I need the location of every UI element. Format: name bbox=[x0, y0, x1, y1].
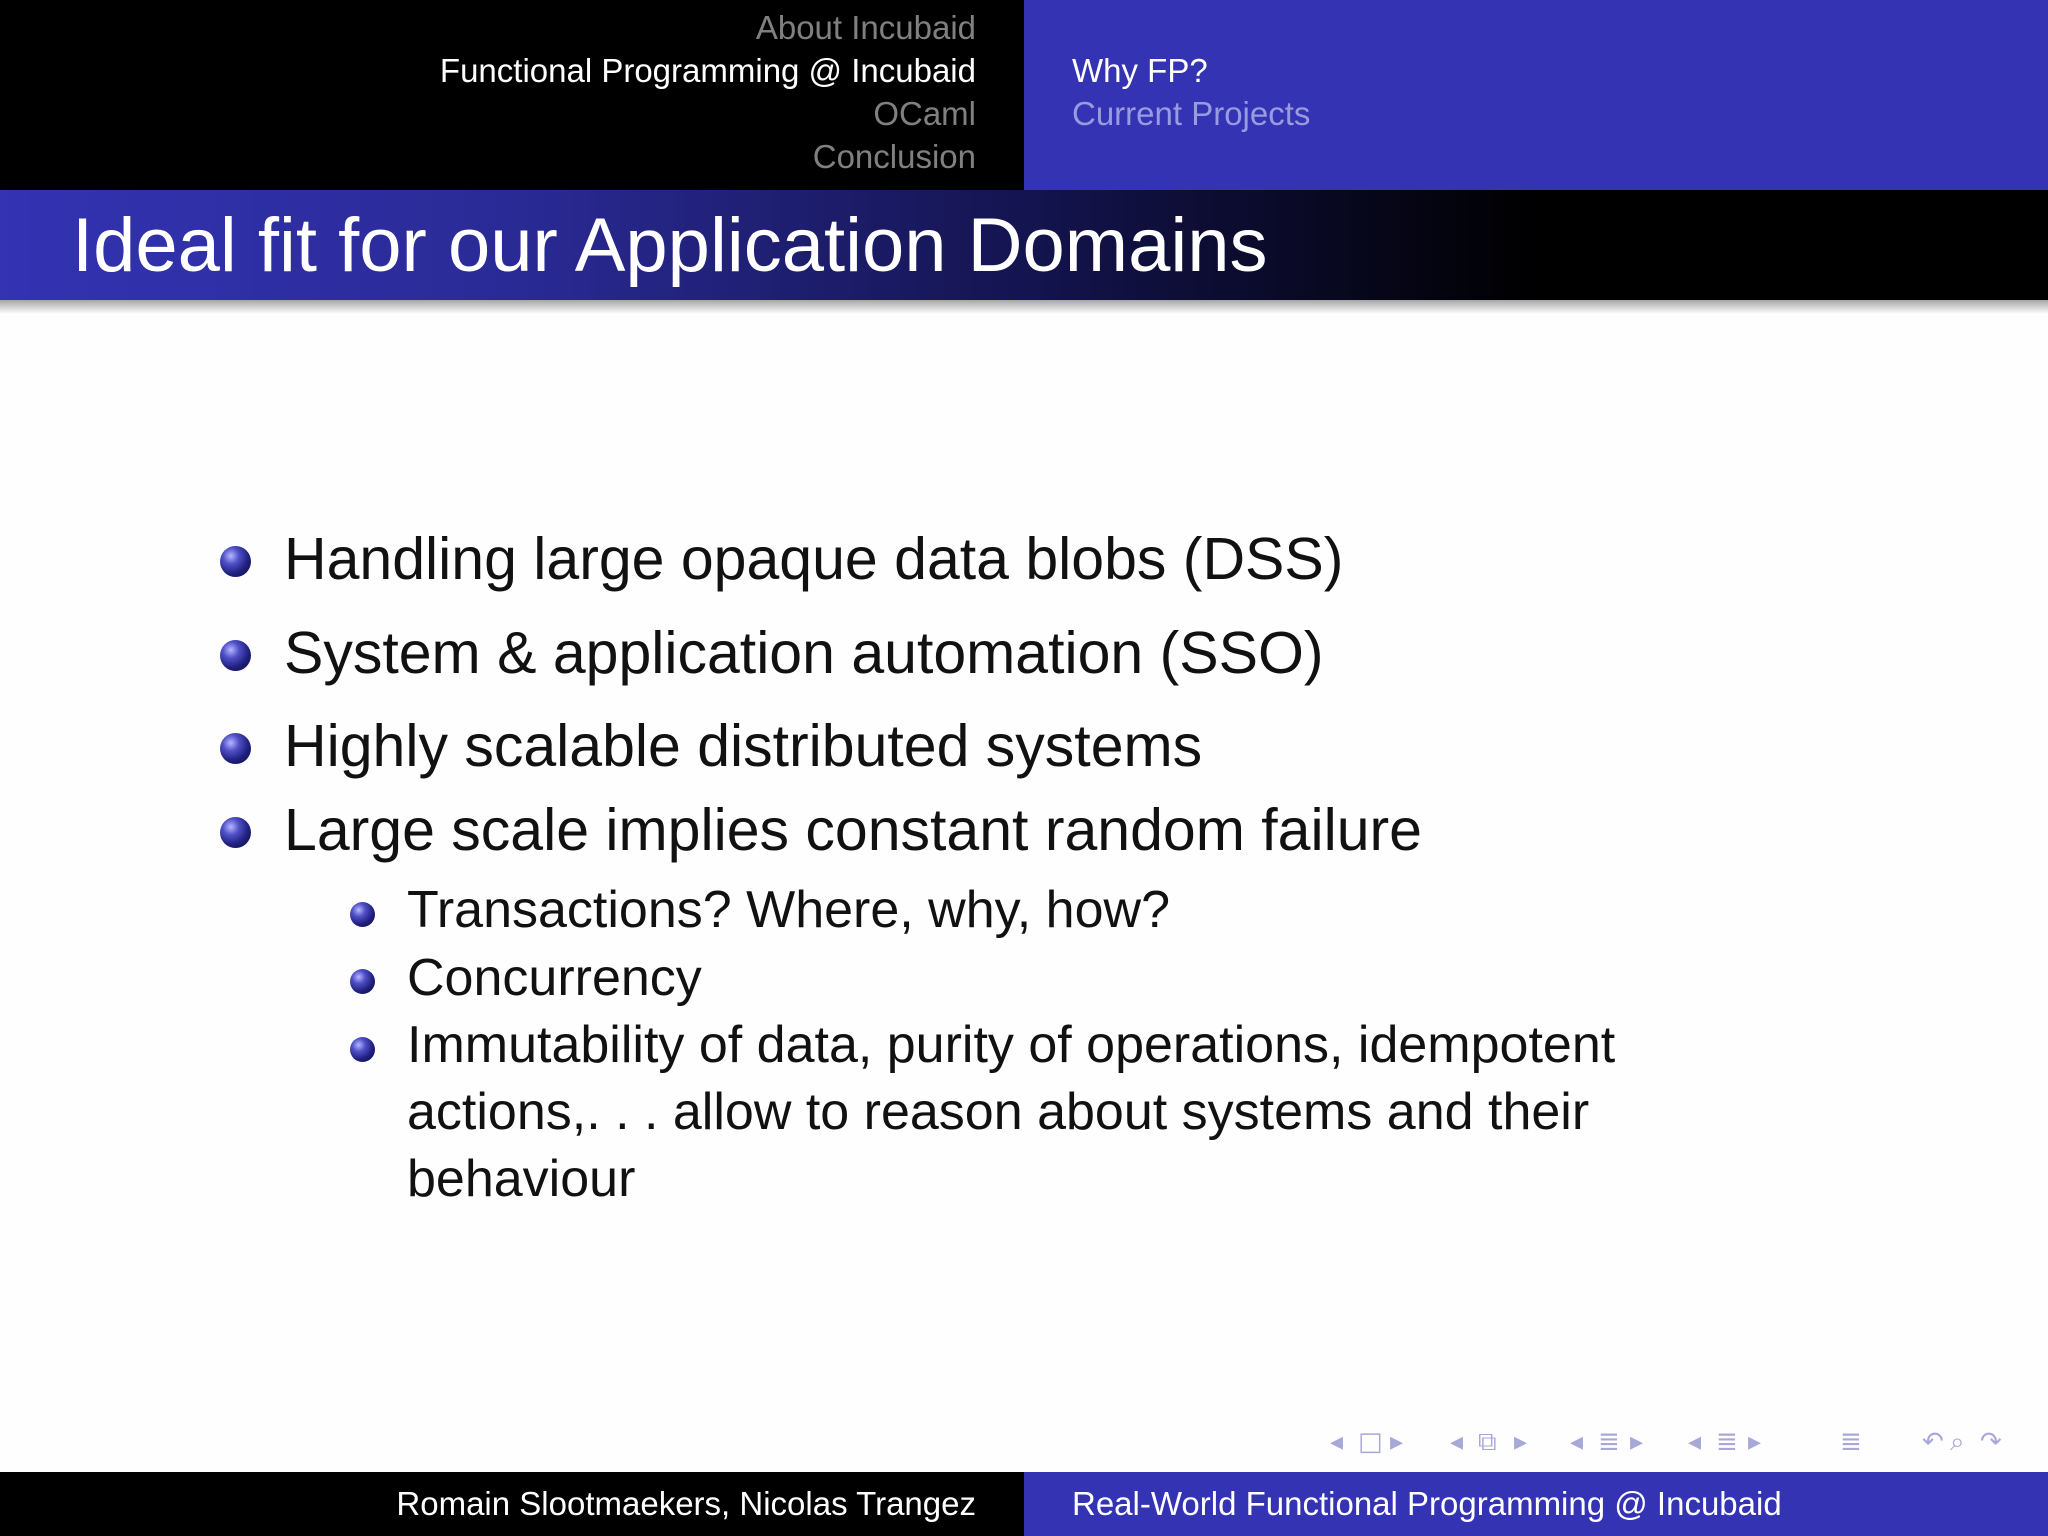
section-icon[interactable]: ≣ bbox=[1716, 1427, 1738, 1457]
sub-bullet-item: Immutability of data, purity of operations, idempotent bbox=[407, 1016, 1616, 1074]
bullet-ball-icon bbox=[220, 640, 251, 671]
section-list bbox=[440, 6, 976, 178]
subsection-next-icon[interactable]: ▸ bbox=[1630, 1427, 1644, 1457]
bullet-ball-icon bbox=[220, 817, 251, 848]
header-navigation bbox=[0, 0, 2048, 190]
subsection-link-why-fp[interactable]: Why FP? bbox=[1072, 52, 1208, 89]
sub-bullet-ball-icon bbox=[350, 902, 375, 927]
sub-bullet-item: Concurrency bbox=[407, 949, 702, 1007]
subsection-list bbox=[1072, 49, 1310, 135]
frame-next-icon[interactable]: ▸ bbox=[1514, 1427, 1528, 1457]
frame-prev-icon[interactable]: ◂ bbox=[1450, 1427, 1464, 1457]
back-icon[interactable]: ↶ bbox=[1922, 1427, 1944, 1457]
bullet-ball-icon bbox=[220, 733, 251, 764]
section-prev-icon[interactable]: ◂ bbox=[1688, 1427, 1702, 1457]
slide-icon[interactable]: □ bbox=[1358, 1427, 1383, 1457]
sub-bullet-item-continuation: behaviour bbox=[407, 1150, 636, 1208]
frame-title: Ideal fit for our Application Domains bbox=[72, 203, 1268, 288]
search-icon[interactable]: ⌕ bbox=[1950, 1427, 1965, 1457]
footer-author-panel bbox=[0, 1472, 1024, 1536]
subsection-icon[interactable]: ≣ bbox=[1598, 1427, 1620, 1457]
bullet-item: Large scale implies constant random failure bbox=[284, 797, 1422, 863]
navigation-symbols bbox=[1330, 1422, 2030, 1462]
bullet-item: Handling large opaque data blobs (DSS) bbox=[284, 526, 1344, 592]
slide-prev-icon[interactable]: ◂ bbox=[1330, 1427, 1344, 1457]
slide-next-icon[interactable]: ▸ bbox=[1390, 1427, 1404, 1457]
footer-authors: Romain Slootmaekers, Nicolas Trangez bbox=[396, 1485, 976, 1522]
footer-title-panel bbox=[1024, 1472, 2048, 1536]
bullet-ball-icon bbox=[220, 546, 251, 577]
sub-bullet-ball-icon bbox=[350, 1037, 375, 1062]
section-nav-panel bbox=[0, 0, 1024, 190]
section-link-about[interactable]: About Incubaid bbox=[755, 9, 976, 46]
sub-bullet-ball-icon bbox=[350, 969, 375, 994]
subsection-nav-panel bbox=[1024, 0, 2048, 190]
section-link-conclusion[interactable]: Conclusion bbox=[812, 138, 976, 175]
subsection-link-current-projects[interactable]: Current Projects bbox=[1072, 95, 1311, 132]
footer-talk-title: Real-World Functional Programming @ Incubaid bbox=[1072, 1485, 1782, 1522]
sub-bullet-item: Transactions? Where, why, how? bbox=[407, 881, 1170, 939]
sub-bullet-item-continuation: actions,. . . allow to reason about systems and their bbox=[407, 1083, 1590, 1141]
subsection-prev-icon[interactable]: ◂ bbox=[1570, 1427, 1584, 1457]
document-icon[interactable]: ≣ bbox=[1840, 1427, 1862, 1457]
forward-icon[interactable]: ↷ bbox=[1980, 1427, 2002, 1457]
bullet-item: Highly scalable distributed systems bbox=[284, 713, 1203, 779]
footer bbox=[0, 1472, 2048, 1536]
section-next-icon[interactable]: ▸ bbox=[1748, 1427, 1762, 1457]
bullet-item: System & application automation (SSO) bbox=[284, 620, 1324, 686]
section-link-ocaml[interactable]: OCaml bbox=[873, 95, 976, 132]
section-link-functional-programming[interactable]: Functional Programming @ Incubaid bbox=[439, 52, 976, 89]
title-bar-shadow bbox=[0, 300, 2048, 314]
frame-icon[interactable]: ⧉ bbox=[1478, 1427, 1497, 1457]
